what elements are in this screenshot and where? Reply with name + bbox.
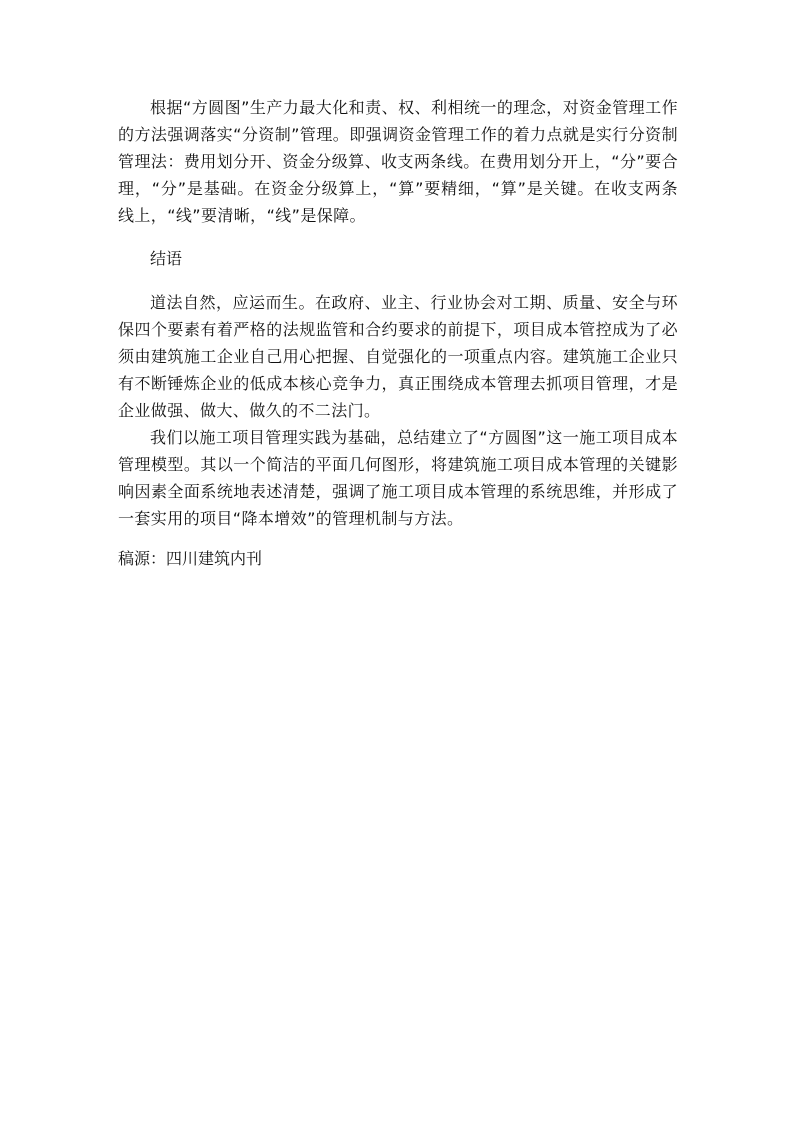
paragraph-conclusion-1: 道法自然，应运而生。在政府、业主、行业协会对工期、质量、安全与环保四个要素有着严格的法规监管和合约要求的前提下，项目成本管控成为了必须由建筑施工企业自己用心把握、自觉强化的一项重点内容。建筑施工企业只有不断锤炼企业的低成本核心竞争力，真正围绕成本管理去抓项目管理，才是企业做强、做大、做久的不二法门。 <box>118 293 678 420</box>
section-heading-conclusion: 结语 <box>150 249 183 268</box>
document-page <box>118 94 678 572</box>
paragraph-fund-management: 根据“方圆图”生产力最大化和责、权、利相统一的理念，对资金管理工作的方法强调落实“分资制”管理。即强调资金管理工作的着力点就是实行分资制管理法：费用划分开、资金分级算、收支两条线。在费用划分开上，“分”要合理，“分”是基础。在资金分级算上，“算”要精细，“算”是关键。在收支两条线上，“线”要清晰，“线”是保障。 <box>118 98 678 225</box>
paragraph-conclusion-2: 我们以施工项目管理实践为基础，总结建立了“方圆图”这一施工项目成本管理模型。其以一个简洁的平面几何图形，将建筑施工项目成本管理的关键影响因素全面系统地表述清楚，强调了施工项目成本管理的系统思维，并形成了一套实用的项目“降本增效”的管理机制与方法。 <box>118 428 678 528</box>
source-line: 稿源：四川建筑内刊 <box>118 549 263 568</box>
